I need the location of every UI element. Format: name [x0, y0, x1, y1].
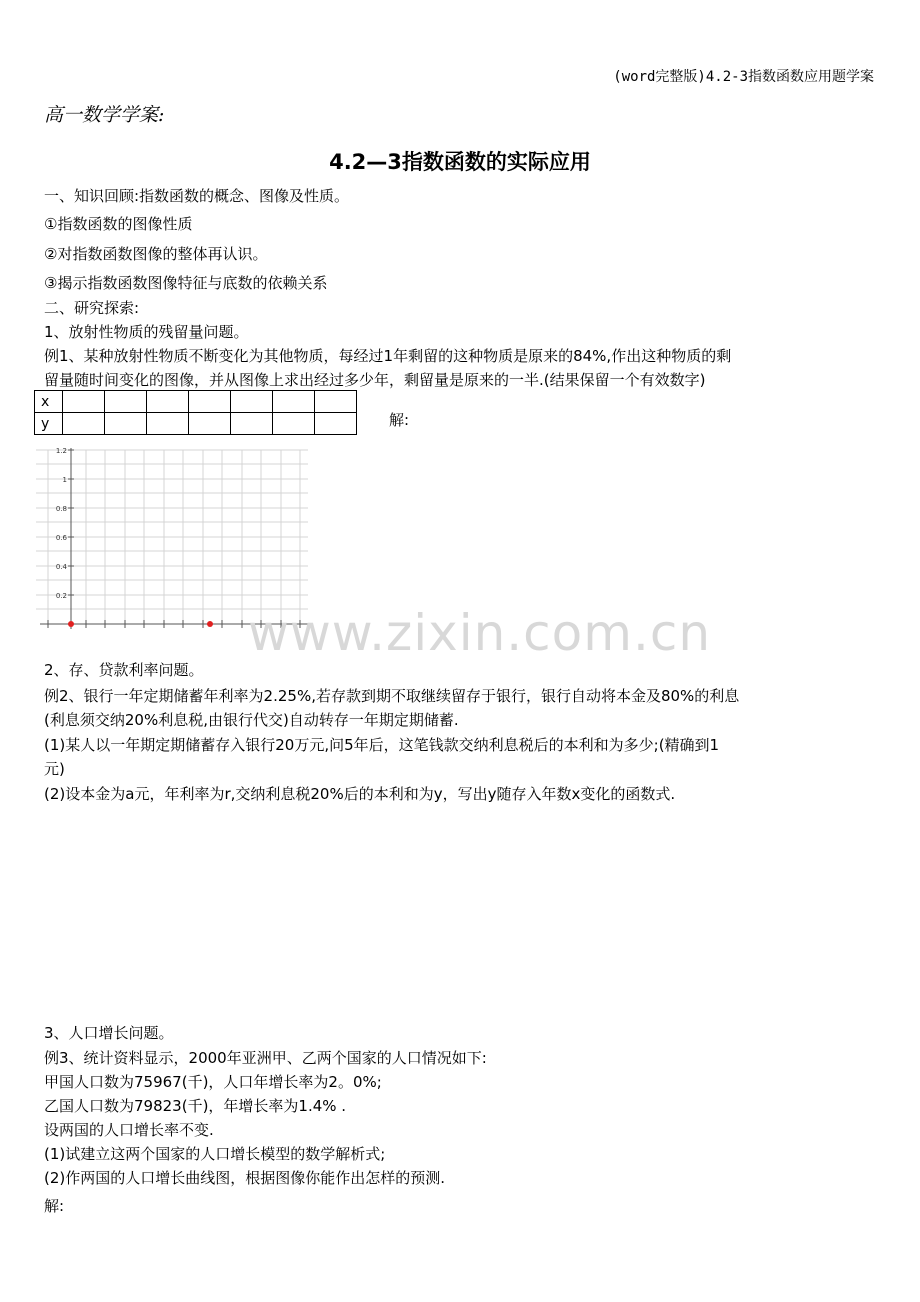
problem2-question1-2: 元) — [44, 760, 65, 778]
problem2-heading: 2、存、贷款利率问题。 — [44, 661, 204, 679]
table-cell — [315, 413, 357, 435]
table-cell — [147, 391, 189, 413]
review-item-2: ②对指数函数图像的整体再认识。 — [44, 245, 268, 263]
review-item-1: ①指数函数的图像性质 — [44, 215, 193, 233]
problem1-text-2: 留量随时间变化的图像，并从图像上求出经过多少年，剩留量是原来的一半.(结果保留一个有效数字) — [44, 371, 706, 389]
table-row-label-y: y — [35, 413, 63, 435]
table-cell — [273, 391, 315, 413]
y-tick-label: 0.6 — [55, 534, 67, 542]
table-cell — [63, 391, 105, 413]
table-cell — [231, 391, 273, 413]
table-cell — [105, 413, 147, 435]
section1-heading: 一、知识回顾:指数函数的概念、图像及性质。 — [44, 187, 350, 205]
watermark: www.zixin.com.cn — [248, 604, 712, 662]
problem3-answer-label: 解: — [44, 1197, 65, 1215]
problem2-text-2: (利息须交纳20%利息税,由银行代交)自动转存一年期定期储蓄. — [44, 711, 459, 729]
table-cell — [231, 413, 273, 435]
problem3-question1: (1)试建立这两个国家的人口增长模型的数学解析式; — [44, 1145, 386, 1163]
table-cell — [63, 413, 105, 435]
table-cell — [315, 391, 357, 413]
y-tick-label: 0.4 — [55, 563, 67, 571]
problem2-question2: (2)设本金为a元，年利率为r,交纳利息税20%后的本利和为y，写出y随存入年数x变化的函数式. — [44, 785, 676, 803]
axis-point — [207, 621, 213, 627]
table-cell — [273, 413, 315, 435]
problem1-text-1: 例1、某种放射性物质不断变化为其他物质，每经过1年剩留的这种物质是原来的84%,作出这种物质的剩 — [44, 347, 732, 365]
xy-value-table — [34, 390, 357, 435]
table-row-label-x: x — [35, 391, 63, 413]
problem2-text-1: 例2、银行一年定期储蓄年利率为2.25%,若存款到期不取继续留存于银行，银行自动将本金及80%的利息 — [44, 687, 740, 705]
table-cell — [189, 413, 231, 435]
page-title: 4.2—3指数函数的实际应用 — [329, 150, 591, 174]
table-row — [35, 391, 357, 413]
document-header: (word完整版)4.2-3指数函数应用题学案 — [613, 69, 874, 85]
country-b-data: 乙国人口数为79823(千)，年增长率为1.4% . — [44, 1097, 347, 1115]
assumption: 设两国的人口增长率不变. — [44, 1121, 214, 1139]
origin-point — [68, 621, 74, 627]
problem1-answer-label: 解: — [389, 411, 410, 429]
y-tick-label: 1 — [62, 476, 67, 484]
country-a-data: 甲国人口数为75967(千)，人口年增长率为2。0%; — [44, 1073, 382, 1091]
problem1-heading: 1、放射性物质的残留量问题。 — [44, 323, 249, 341]
problem3-text: 例3、统计资料显示，2000年亚洲甲、乙两个国家的人口情况如下: — [44, 1049, 487, 1067]
problem2-question1-1: (1)某人以一年期定期储蓄存入银行20万元,问5年后，这笔钱款交纳利息税后的本利和为多少;(精确到1 — [44, 736, 720, 754]
y-tick-label: 0.8 — [55, 505, 67, 513]
y-tick-label: 1.2 — [55, 447, 67, 455]
table-cell — [147, 413, 189, 435]
table-row — [35, 413, 357, 435]
table-cell — [189, 391, 231, 413]
table-cell — [105, 391, 147, 413]
section2-heading: 二、研究探索: — [44, 299, 140, 317]
review-item-3: ③揭示指数函数图像特征与底数的依赖关系 — [44, 274, 328, 292]
problem3-heading: 3、人口增长问题。 — [44, 1024, 174, 1042]
subject-label: 高一数学学案: — [44, 104, 165, 126]
y-tick-label: 0.2 — [55, 592, 67, 600]
problem3-question2: (2)作两国的人口增长曲线图，根据图像你能作出怎样的预测. — [44, 1169, 446, 1187]
